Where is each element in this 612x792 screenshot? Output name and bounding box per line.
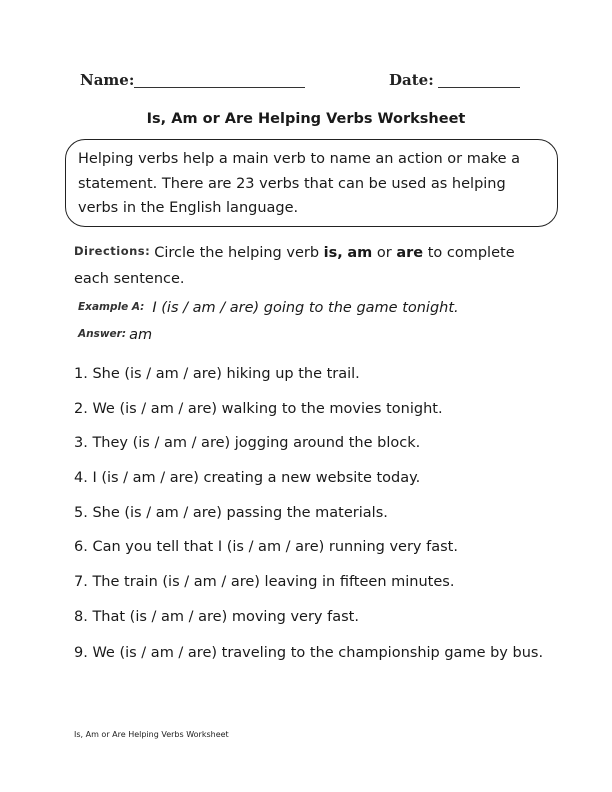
name-label: Name: <box>80 71 135 89</box>
directions-are: are <box>396 245 424 261</box>
directions-is: is, <box>323 245 343 261</box>
example-text: I (is / am / are) going to the game tonight. <box>152 300 459 316</box>
worksheet-title: Is, Am or Are Helping Verbs Worksheet <box>146 111 466 127</box>
date-blank-line <box>438 87 520 88</box>
list-item: 8. That (is / am / are) moving very fast. <box>74 608 359 625</box>
answer-label: Answer: <box>78 328 127 340</box>
directions-am: am <box>347 245 373 261</box>
directions <box>74 240 544 292</box>
example <box>78 300 548 316</box>
example-label: Example A: <box>78 301 145 313</box>
directions-text-4: to complete each sentence. <box>74 245 515 287</box>
answer-text: am <box>129 327 153 343</box>
answer <box>78 327 152 343</box>
list-item: 1. She (is / am / are) hiking up the trail. <box>74 366 360 382</box>
name-blank-line <box>134 87 305 88</box>
date-label: Date: <box>389 71 434 89</box>
sentence-list <box>74 363 544 675</box>
header-row <box>80 71 530 93</box>
list-item: 7. The train (is / am / are) leaving in fifteen minutes. <box>74 574 455 591</box>
directions-text-3: or <box>372 245 397 261</box>
footer-text: Is, Am or Are Helping Verbs Worksheet <box>74 730 229 739</box>
intro-text: Helping verbs help a main verb to name an action or make a statement. There are 23 verbs that can be used as helping verbs in the English language. <box>78 151 521 216</box>
directions-text-1: Circle the helping verb <box>154 245 324 261</box>
list-item: 4. I (is / am / are) creating a new website today. <box>74 470 421 487</box>
intro-box <box>65 139 558 227</box>
list-item: 6. Can you tell that I (is / am / are) running very fast. <box>74 539 458 556</box>
list-item: 5. She (is / am / are) passing the materials. <box>74 504 388 521</box>
list-item: 9. We (is / am / are) traveling to the championship game by bus. <box>74 644 544 661</box>
list-item: 2. We (is / am / are) walking to the movies tonight. <box>74 400 443 417</box>
directions-label: Directions: <box>74 244 151 258</box>
list-item: 3. They (is / am / are) jogging around the block. <box>74 435 421 452</box>
